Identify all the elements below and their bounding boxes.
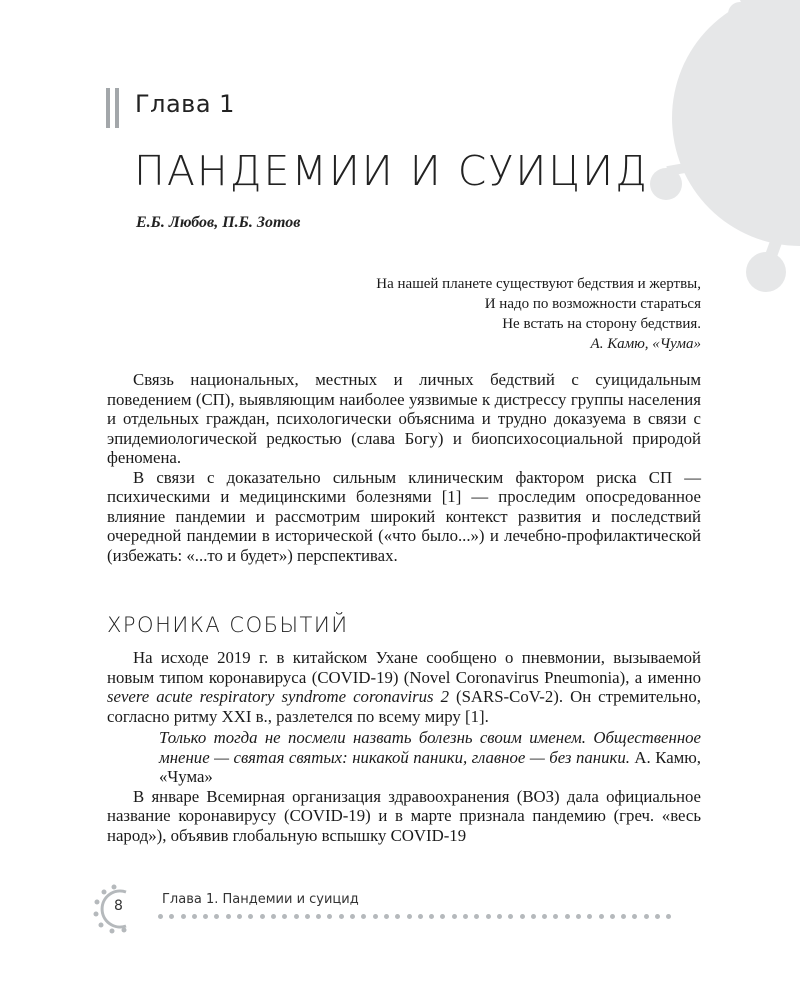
quote-source: А. Камю, «Чума» xyxy=(159,747,702,786)
paragraph: В связи с доказательно сильным клиническим фактором риска СП — психическими и медицинскими болезнями [1] — проследим опосредованное влияние пандемии и рассмотрим широкий контекст развития и последствий очередной пандемии в исторической («что было...») и лечебно-профилактической (избежать: «...то и будет») перспективах. xyxy=(107,467,701,565)
epigraph-line: Не встать на сторону бедствия. xyxy=(502,316,701,332)
page-number: 8 xyxy=(114,898,123,914)
running-title: Глава 1. Пандемии и суицид xyxy=(162,892,359,907)
paragraph: В январе Всемирная организация здравоохранения (ВОЗ) дала официальное название коронавирусу (COVID-19) и в марте признала пандемию (греч. «весь народ»), объявив глобальную вспышку COVID-19 xyxy=(107,786,701,845)
intro-text xyxy=(107,370,701,565)
epigraph-line: На нашей планете существуют бедствия и жертвы, xyxy=(376,276,701,292)
authors: Е.Б. Любов, П.Б. Зотов xyxy=(136,214,301,231)
epigraph-line: И надо по возможности стараться xyxy=(484,296,701,312)
text-run: На исходе 2019 г. в китайском Ухане сообщено о пневмонии, вызываемой новым типом коронавируса (COVID-19) (Novel Coronavirus Pneumonia), а именно xyxy=(107,648,701,687)
page-footer xyxy=(92,884,712,934)
section-title: ХРОНИКА СОБЫТИЙ xyxy=(107,613,349,637)
chapter-marker-bars xyxy=(106,88,122,128)
footer-dots xyxy=(158,914,671,920)
chapter-title: ПАНДЕМИИ И СУИЦИД xyxy=(134,147,649,195)
paragraph: Связь национальных, местных и личных бедствий с суицидальным поведением (СП), выявляющим наиболее уязвимые к дистрессу группы населения и отдельных граждан, психологически объяснима и трудно доказуема в связи с эпидемиологической редкостью (слава Богу) и биопсихосоциальной природой феномена. xyxy=(107,370,701,467)
epigraph xyxy=(376,274,701,354)
epigraph-source: А. Камю, «Чума» xyxy=(590,336,701,352)
section-text xyxy=(107,648,701,845)
italic-term: severe acute respiratory syndrome coronavirus 2 xyxy=(107,687,449,706)
quote-text: Только тогда не посмели назвать болезнь своим именем. Общественное мнение — святая святых: никакой паники, главное — без паники. xyxy=(159,728,701,767)
chapter-label: Глава 1 xyxy=(135,90,235,118)
text-run: (SARS-CoV-2). Он стремительно, согласно ритму XXI в., разлетелся по всему миру [1]. xyxy=(107,687,701,726)
paragraph xyxy=(107,648,701,726)
inline-quote xyxy=(159,728,701,787)
